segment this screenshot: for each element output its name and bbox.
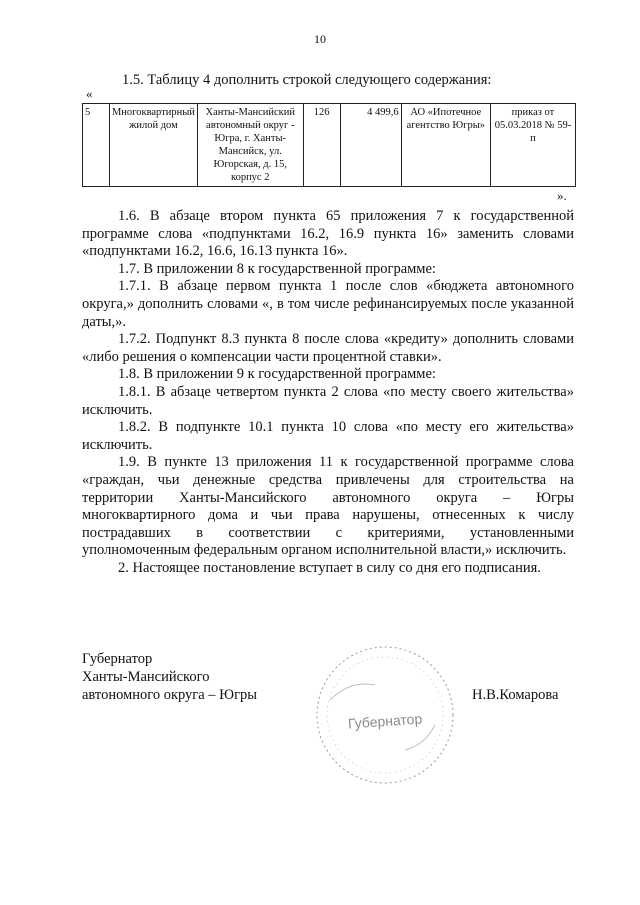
page-number: 10	[314, 32, 326, 46]
cell-address: Ханты-Мансийский автономный округ - Югра, г. Ханты-Мансийск, ул. Югорская, д. 15, корпус 2	[197, 104, 303, 187]
paragraph-1-6: 1.6. В абзаце втором пункта 65 приложения 7 к государственной программе слова «подпунктами 16.2, 16.9 пункта 16» заменить словами «подпунктами 16.2, 16.6, 16.13 пункта 16».	[82, 208, 574, 260]
signatory-name: Н.В.Комарова	[472, 687, 559, 703]
signatory-title-line-2: Ханты-Мансийского	[82, 669, 210, 685]
signatory-title-line-1: Губернатор	[82, 651, 153, 667]
paragraph-1-8-2: 1.8.2. В подпункте 10.1 пункта 10 слова «по месту его жительства» исключить.	[82, 419, 574, 453]
paragraph-1-7-1: 1.7.1. В абзаце первом пункта 1 после слов «бюджета автономного округа,» дополнить словами «, в том числе рефинансируемых после указанной даты,».	[82, 278, 574, 330]
paragraph-1-9: 1.9. В пункте 13 приложения 11 к государственной программе слова «граждан, чьи денежные средства привлечены для строительства на территории Ханты-Мансийского автономного округа – Югры многоквартирного дома и чьи права нарушены, отнесенных к числу пострадавших в соответствии с критериями, установленными уполномоченным федеральным органом исполнительной власти,» исключить.	[82, 454, 574, 559]
table-row	[83, 104, 576, 187]
amendment-table	[82, 103, 576, 187]
cell-organization: АО «Ипотечное агентство Югры»	[401, 104, 490, 187]
cell-number: 5	[83, 104, 110, 187]
paragraph-1-8-1: 1.8.1. В абзаце четвертом пункта 2 слова «по месту своего жительства» исключить.	[82, 383, 574, 418]
signatory-title	[82, 650, 257, 704]
paragraph-2: 2. Настоящее постановление вступает в силу со дня его подписания.	[118, 559, 541, 576]
intro-paragraph: 1.5. Таблицу 4 дополнить строкой следующего содержания:	[122, 72, 492, 88]
signatory-title-line-3: автономного округа – Югры	[82, 687, 258, 703]
svg-text:Губернатор: Губернатор	[347, 710, 423, 732]
cell-document: приказ от 05.03.2018 № 59-п	[490, 104, 575, 187]
cell-object-type: Многоквартирный жилой дом	[109, 104, 197, 187]
paragraph-1-7-2: 1.7.2. Подпункт 8.3 пункта 8 после слова «кредиту» дополнить словами «либо решения о компенсации части процентной ставки».	[82, 331, 574, 365]
official-stamp	[310, 640, 460, 790]
body-text	[82, 208, 574, 577]
paragraph-1-7: 1.7. В приложении 8 к государственной программе:	[118, 260, 436, 277]
cell-area: 126	[303, 104, 340, 187]
quote-open: «	[86, 86, 93, 101]
quote-close: ».	[557, 188, 567, 203]
cell-cost: 4 499,6	[340, 104, 401, 187]
paragraph-1-8: 1.8. В приложении 9 к государственной программе:	[118, 366, 436, 383]
